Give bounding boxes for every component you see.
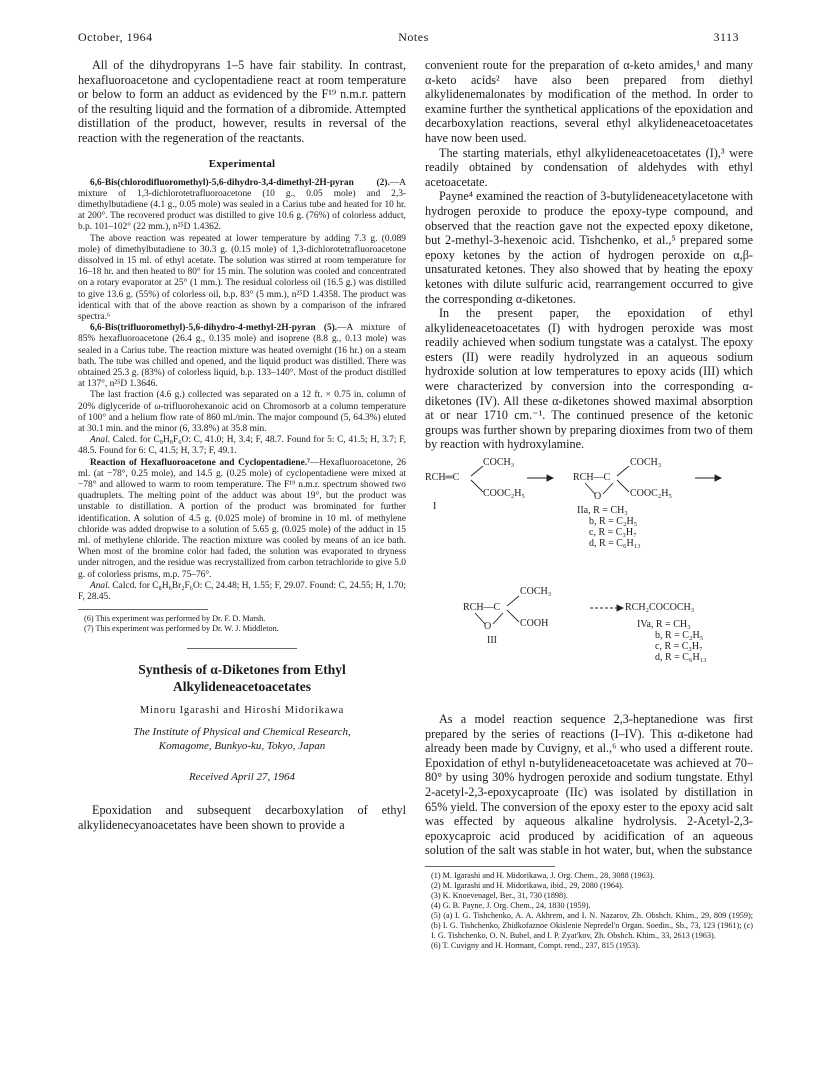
running-header-date: October, 1964 [78,30,153,44]
footnote-7: (7) This experiment was performed by Dr. W. J. Middleton. [84,624,279,634]
label-IIa: IIa, R = CH₃ [577,505,628,517]
compound-name: Reaction of Hexafluoroacetone and Cyclopentadiene.⁷ [90,457,310,468]
article-opening-paragraph: Epoxidation and subsequent decarboxylation of ethyl alkylidenecyanoacetates have been shown to provide a [78,803,406,832]
compound-name: 6,6-Bis(chlorodifluoromethyl)-5,6-dihydro-3,4-dimethyl-2H-pyran (2). [90,177,390,188]
formula-I-alkylidene: RCH═C [425,472,460,484]
body-paragraph-5: As a model reaction sequence 2,3-heptanedione was first prepared by the series of reactions (I–IV). This α-diketone had already been made by Cuvigny, et al.,⁶ who used a different route. Epoxidation of ethyl n-butylideneacetoacetate was achieved at 70–80° by using 30% hydrogen peroxide and sodium tungstate. Ethyl 2-acetyl-2,3-epoxycaproate (IIc) was isolated by distillation in 65% yield. The conversion of the epoxy ester to the epoxy acid salt was effected by aqueous alkaline hydrolysis. 2-Acetyl-2,3-epoxycaproic acid produced by acidification of an aqueous solution of the salt was stable in hot water, but, when the substance [425,712,753,858]
formula-III-acid: COOH [520,618,549,630]
article-divider [187,648,297,649]
footnote-5: (5) (a) I. G. Tishchenko, A. A. Akhrem, and I. N. Nazarov, Zh. Obshch. Khim., 29, 809 (1959); (b) I. G. Tishchenko, Zhidkofaznoe Okislenie Nepredel'n Organ. Soedin., Sb., 73, 123 (1961); (c) I. G. Tishchenko, O. N. Bubel, and I. P. Zyat'kov, Zh. Obshch. Khim., 33, 2613 (1963). [431,910,753,940]
article-affiliation [78,726,406,753]
body-paragraph-3: Payne⁴ examined the reaction of 3-butylideneacetylacetone with hydrogen peroxide to produce the epoxy-type compound, and observed that the reaction gave not the expected epoxy diketone, but 2-methyl-3-hexenoic acid. Tishchenko, et al.,⁵ prepared some epoxy ketones by the action of hydrogen peroxide on α,β-unsaturated ketones. They also showed that by heating the epoxy ketones with dilute sulfuric acid, rearrangement occurred to give the corresponding α-diketones. [425,189,753,306]
label-IIc: c, R = C₃H₇ [589,527,637,539]
label-IVa: IVa, R = CH₃ [637,619,691,631]
paragraph-text: —A mixture of 1,3-dichlorotetrafluoroacetone (10 g., 0.05 mole) and 2,3-dimethylbutadiene (4.1 g., 0.05 mole) was sealed in a Carius tube and heated for 10 hr. at 200°. The recovered product was distilled to give 10.6 g. (76%) of colorless adduct, b.p. 101–102° (22 mm.), n²⁵D 1.4362. [78,177,406,233]
experimental-paragraph-3 [78,323,406,390]
footnote-6-ref: (6) T. Cuvigny and H. Hormant, Compt. rend., 237, 815 (1953). [431,940,640,950]
footnote-1: (1) M. Igarashi and H. Midorikawa, J. Org. Chem., 28, 3088 (1963). [431,870,655,880]
formula-III-acetyl: COCH₃ [520,586,552,598]
article-title-line-1: Synthesis of α-Diketones from Ethyl [138,662,346,678]
article-authors: Minoru Igarashi and Hiroshi Midorikawa [139,705,345,717]
running-header-section: Notes [398,30,429,44]
label-I: I [433,501,437,513]
analysis-paragraph-2 [78,581,406,603]
footnote-6: (6) This experiment was performed by Dr. F. D. Marsh. [84,614,266,624]
formula-I-ester: COOC₂H₅ [483,488,525,500]
paragraph-text: —A mixture of 85% hexafluoroacetone (26.4 g., 0.135 mole) and isoprene (8.8 g., 0.13 mole) was sealed in a Carius tube. The reaction mixture was heated overnight (16 hr.) on a steam bath. The tube was chilled and opened, and the liquid product was distilled. There was obtained 25.3 g. (83%) of colorless liquid, b.p. 133–140°. Most of the product distilled at 137°, n²⁵D 1.3646. [78,323,406,390]
compound-name: 6,6-Bis(trifluoromethyl)-5,6-dihydro-4-methyl-2H-pyran (5). [90,323,338,334]
reaction-scheme [425,456,753,706]
right-column [425,58,753,951]
formula-II-epoxide: RCH—C [573,472,611,484]
article-title [78,661,406,695]
experimental-paragraph-1 [78,178,406,234]
formula-IV-diketone: RCH₂COCOCH₃ [625,602,695,614]
footnote-3: (3) K. Knoevenagel, Ber., 31, 730 (1898). [431,890,568,900]
body-paragraph-2: The starting materials, ethyl alkylideneacetoacetates (I),³ were readily obtained by condensation of aldehydes with ethyl acetoacetate. [425,145,753,189]
label-IVd: d, R = C₆H₁₃ [655,652,707,664]
footnote-rule [78,609,208,610]
label-III: III [487,635,497,647]
label-IId: d, R = C₆H₁₃ [589,538,641,550]
received-date: Received April 27, 1964 [188,771,296,784]
formula-II-oxygen: O [594,491,602,503]
experimental-paragraph-4: The last fraction (4.6 g.) collected was separated on a 12 ft. × 0.75 in. column of 20% diglyceride of ω-trifluorohexanoic acid on Chromosorb at a column temperature of 100° and a helium flow rate of 860 ml./min. The major compound (5, 64.3%) eluted at 30.1 min. and the minor (6, 33.8%) at 35.8 min. [78,390,406,435]
paragraph-text: Calcd. for C₈H₈F₆O: C, 41.0; H, 3.4; F, 48.7. Found for 5: C, 41.5; H, 3.7; F, 48.5. Found for 6: C, 41.5; H, 3.7; F, 49.1. [78,435,406,457]
experimental-heading: Experimental [208,157,276,170]
footnote-rule [425,866,555,867]
label-IVb: b, R = C₂H₅ [655,630,704,642]
experimental-paragraph-2: The above reaction was repeated at lower temperature by adding 7.3 g. (0.089 mole) of dimethylbutadiene to 30.3 g. (0.15 mole) of 1,3-dichlorotetrafluoroacetone dissolved in 15 ml. of ethyl acetate. The solution was stirred at room temperature for 16–18 hr. and then heated to 80° for 15 min. The solution was cooled and concentrated on a rotary evaporator at 25° (1 mm.). The residual colorless oil (16.5 g.) was distilled to give 13.6 g. (55%) of colorless oil, b.p. 83° (5 mm.), n²⁵D 1.4358. The product was identical with that of the above reaction as shown by a comparison of the infrared spectra.⁶ [78,233,406,322]
anal-label: Anal. [90,580,111,591]
intro-paragraph: All of the dihydropyrans 1–5 have fair stability. In contrast, hexafluoroacetone and cyclopentadiene react at room temperature or below to form an adduct as evidenced by the F¹⁹ n.m.r. pattern of the resulting liquid and the formation of a dibromide. Attempted distillation of the product, however, results in reversal of the reaction with the regeneration of the reactants. [78,58,406,145]
footnote-4: (4) G. B. Payne, J. Org. Chem., 24, 1830 (1959). [431,900,591,910]
experimental-paragraph-5 [78,458,406,581]
paragraph-text: —Hexafluoroacetone, 26 ml. (at −78°, 0.25 mole), and 14.5 g. (0.25 mole) of cyclopentadiene were mixed at −78° and allowed to warm to room temperature. The F¹⁹ n.m.r. spectrum showed two quadruplets. The melting point of the adduct was about 19°, but the product was unstable to distillation. A portion of the product was brominated for further identification. A solution of 4.5 g. (0.025 mole) of bromine in 10 ml. of methylene chloride was added dropwise to a solution of 5.65 g. (0.025 mole) of the adduct in 15 ml. of methylene chloride. The reaction mixture was cooled by means of an ice bath. When most of the bromine color had faded, the solution was evaporated to dryness under nitrogen, and the residue was recrystallized from carbon tetrachloride to give 5.0 g. of colorless prisms, m.p. 75–76°. [78,457,406,580]
anal-label: Anal. [90,435,111,446]
body-paragraph-1: convenient route for the preparation of α-keto amides,¹ and many α-keto acids² have also been prepared from diethyl alkylidenemalonates by modification of the method. In order to examine further the synthetical applications of the epoxidation and decarboxylation reactions, several ethyl alkylideneacetoacetates have now been used. [425,58,753,145]
left-column [78,58,406,832]
page-number: 3113 [713,30,739,44]
paragraph-text: Calcd. for C₈H₆Br₂F₆O: C, 24.48; H, 1.55; F, 29.07. Found: C, 24.55; H, 1.70; F, 28.45. [78,580,406,603]
affiliation-line-1: The Institute of Physical and Chemical Research, [133,726,351,739]
analysis-paragraph-1 [78,435,406,457]
reaction-scheme-bonds [425,456,753,706]
formula-II-acetyl: COCH₃ [630,457,662,469]
formula-III-oxygen: O [484,621,492,633]
label-IIb: b, R = C₂H₅ [589,516,638,528]
label-IVc: c, R = C₃H₇ [655,641,703,653]
article-title-line-2: Alkylideneacetoacetates [173,679,311,695]
formula-II-ester: COOC₂H₅ [630,488,672,500]
body-paragraph-4: In the present paper, the epoxidation of ethyl alkylideneacetoacetates (I) with hydrogen peroxide was most readily achieved when sodium tungstate was a catalyst. The epoxy esters (II) were readily hydrolyzed in an aqueous sodium hydroxide solution at low temperatures to epoxy acids (III) which were characterized by conversion into the corresponding α-diketones (IV). All these α-diketones showed maximal absorption at or near 1710 cm.⁻¹. The continued presence of the ketonic groups was further shown by preparing dioximes from two of them by reaction with hydroxylamine. [425,306,753,452]
footnote-2: (2) M. Igarashi and H. Midorikawa, ibid., 29, 2080 (1964). [431,880,624,890]
formula-III-epoxide: RCH—C [463,602,501,614]
formula-I-acetyl: COCH₃ [483,457,515,469]
affiliation-line-2: Komagome, Bunkyo-ku, Tokyo, Japan [158,739,326,752]
